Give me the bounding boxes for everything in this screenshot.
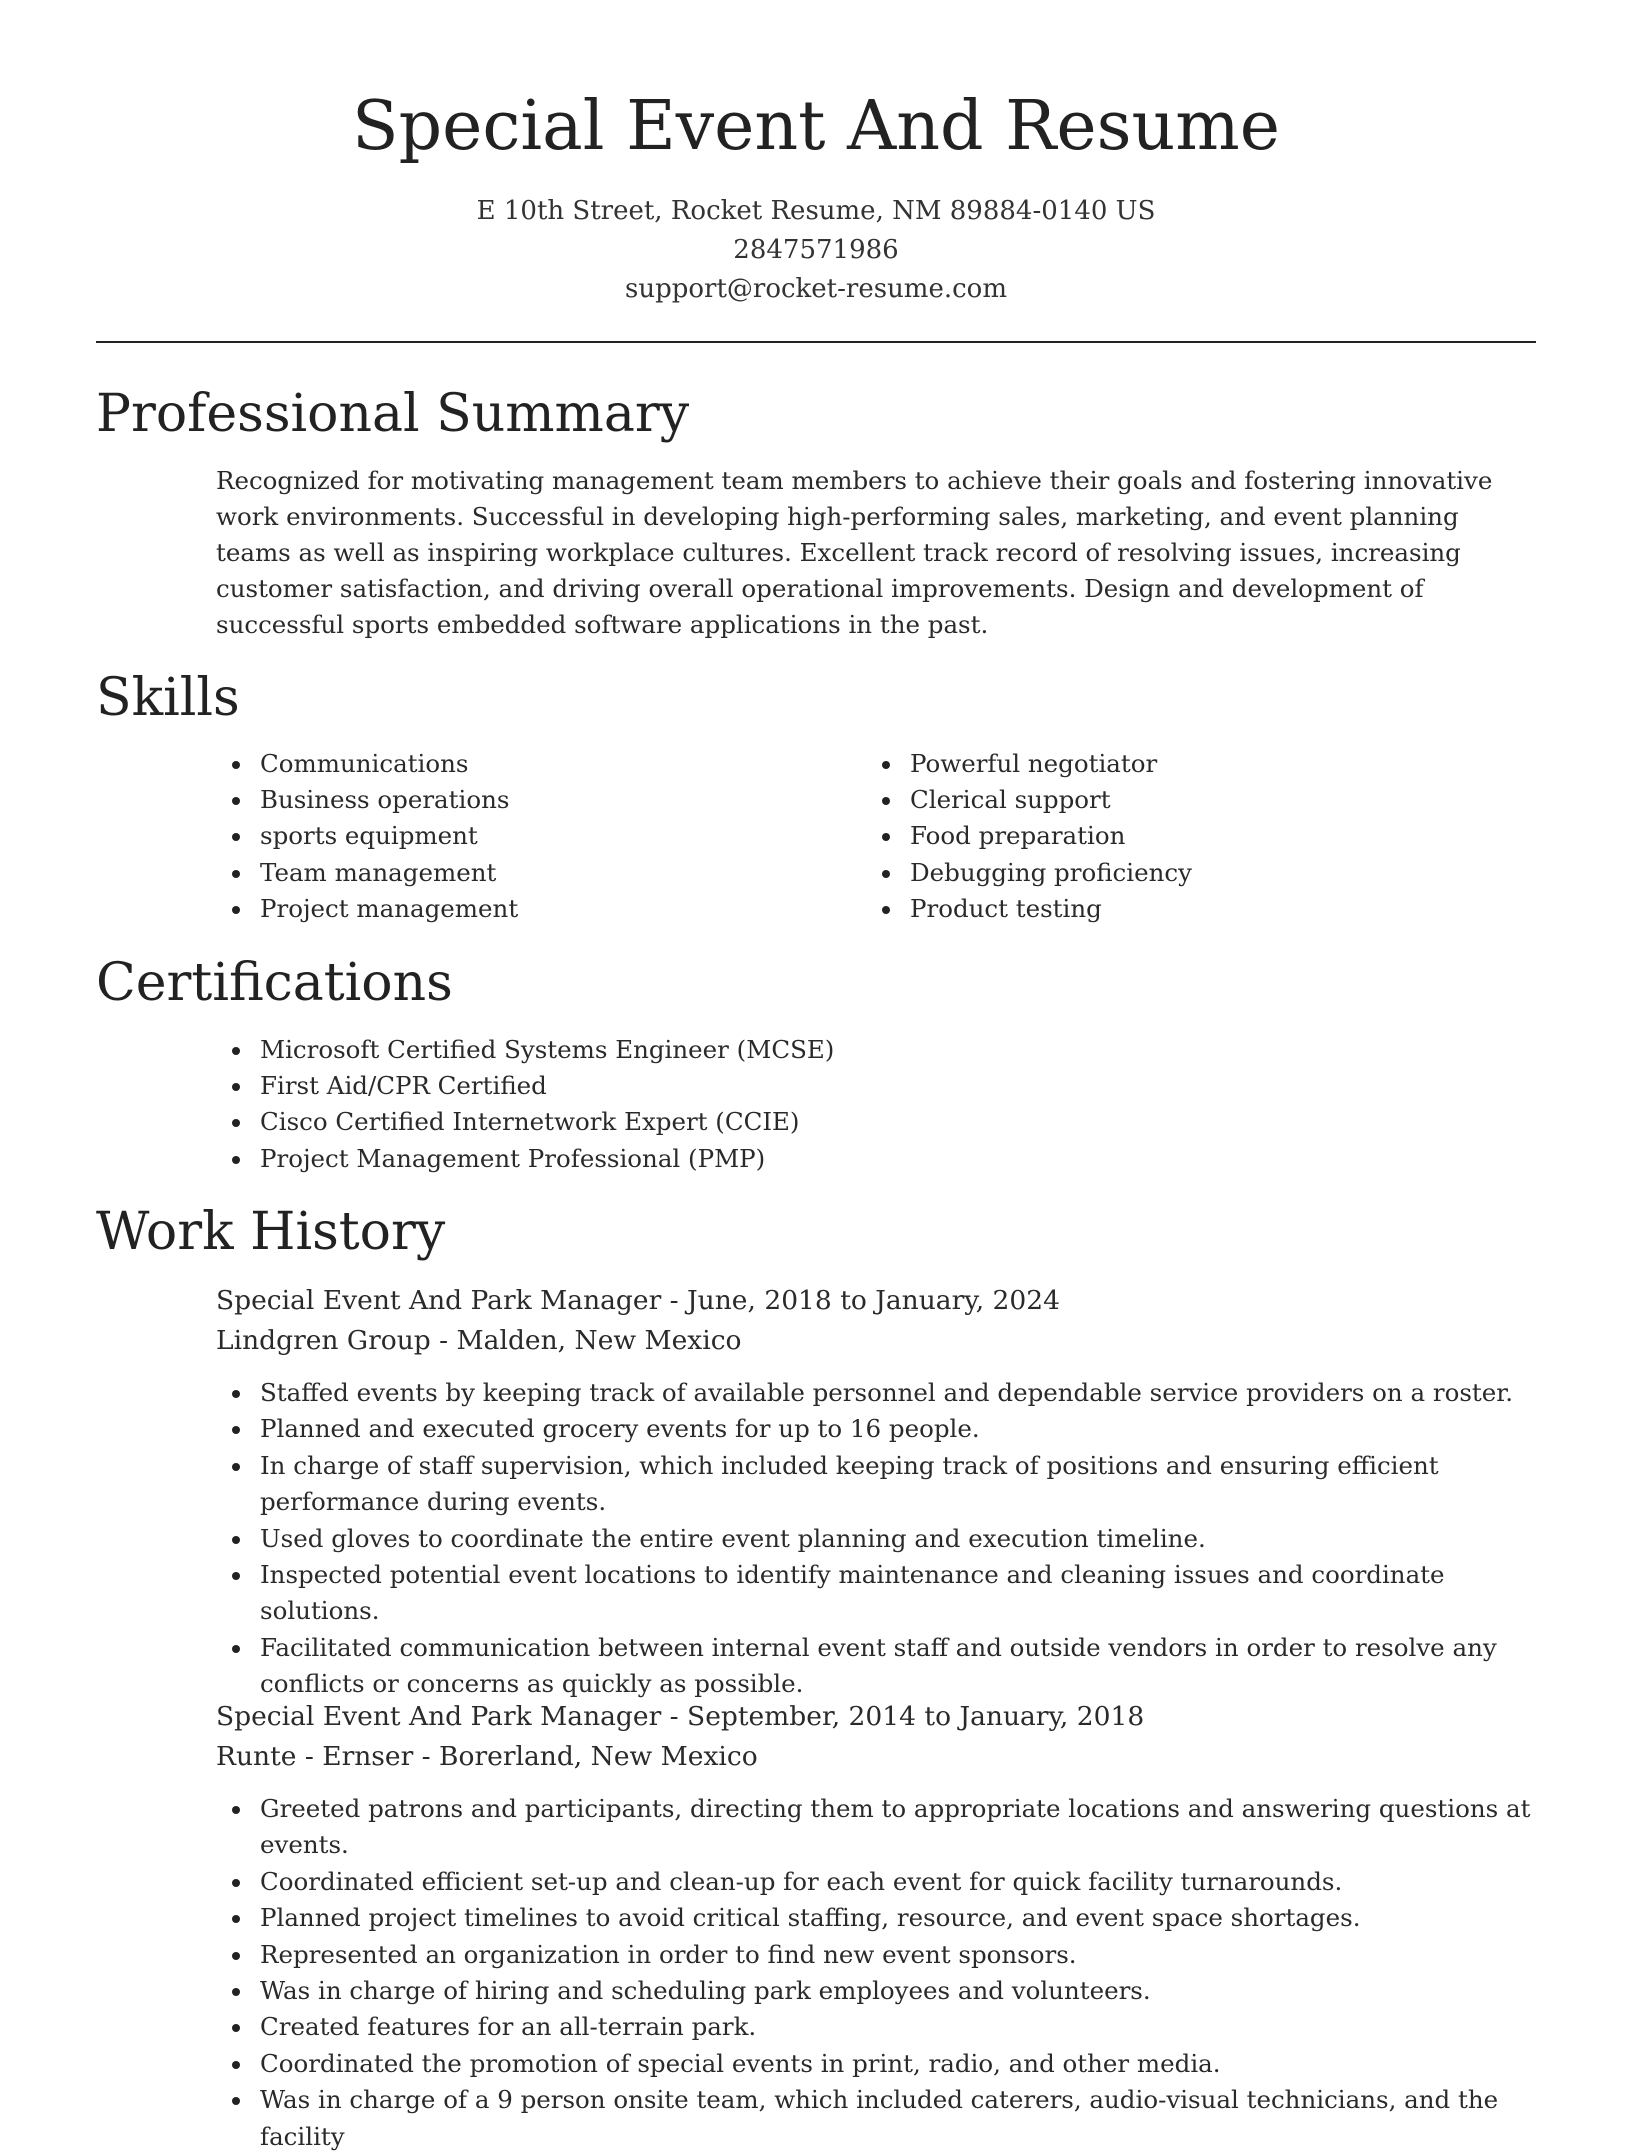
job-bullet: Greeted patrons and participants, directing them to appropriate locations and answering questions at events. — [216, 1791, 1536, 1864]
job-bullet: In charge of staff supervision, which included keeping track of positions and ensuring efficient performance during events. — [216, 1448, 1536, 1521]
certification-item: Microsoft Certified Systems Engineer (MCSE) — [216, 1032, 1516, 1068]
job-bullet: Was in charge of hiring and scheduling park employees and volunteers. — [216, 1973, 1536, 2009]
section-title-skills: Skills — [96, 668, 240, 728]
job-bullet: Created features for an all-terrain park. — [216, 2009, 1536, 2045]
section-title-summary: Professional Summary — [96, 384, 690, 444]
skill-item: Debugging proficiency — [866, 855, 1466, 891]
job-bullet: Facilitated communication between internal event staff and outside vendors in order to resolve any conflicts or concerns as quickly as possible. — [216, 1630, 1536, 1703]
header-divider — [96, 341, 1536, 343]
job-heading: Special Event And Park Manager - September, 2014 to January, 2018 — [216, 1701, 1145, 1732]
skill-item: Clerical support — [866, 782, 1466, 818]
job-bullet: Coordinated efficient set-up and clean-up for each event for quick facility turnarounds. — [216, 1864, 1536, 1900]
skill-item: Project management — [216, 891, 816, 927]
job-employer: Runte - Ernser - Borerland, New Mexico — [216, 1741, 758, 1772]
job-bullet: Represented an organization in order to find new event sponsors. — [216, 1937, 1536, 1973]
summary-text: Recognized for motivating management team members to achieve their goals and fostering innovative work environments. Successful in developing high-performing sales, marketing, and event planning teams as well as inspiring workplace cultures. Excellent track record of resolving issues, increasing customer satisfaction, and driving overall operational improvements. Design and development of successful sports embedded software applications in the past. — [216, 466, 1493, 639]
section-title-work-history: Work History — [96, 1202, 446, 1262]
skill-item: Powerful negotiator — [866, 746, 1466, 782]
job-bullet: Used gloves to coordinate the entire event planning and execution timeline. — [216, 1521, 1536, 1557]
contact-phone: 2847571986 — [733, 235, 899, 265]
skill-item: sports equipment — [216, 818, 816, 854]
certification-item: Cisco Certified Internetwork Expert (CCIE) — [216, 1104, 1516, 1140]
job-entry — [216, 1697, 1536, 2155]
skill-item: Communications — [216, 746, 816, 782]
job-bullet: Coordinated the promotion of special events in print, radio, and other media. — [216, 2046, 1536, 2082]
resume-name: Special Event And Resume — [351, 87, 1281, 166]
skill-item: Food preparation — [866, 818, 1466, 854]
job-bullet: Planned and executed grocery events for up to 16 people. — [216, 1411, 1536, 1447]
certification-item: Project Management Professional (PMP) — [216, 1141, 1516, 1177]
skills-list-left — [216, 746, 816, 927]
certification-item: First Aid/CPR Certified — [216, 1068, 1516, 1104]
job-heading: Special Event And Park Manager - June, 2018 to January, 2024 — [216, 1285, 1060, 1316]
skill-item: Team management — [216, 855, 816, 891]
skill-item: Product testing — [866, 891, 1466, 927]
skills-list-right — [866, 746, 1466, 927]
contact-address: E 10th Street, Rocket Resume, NM 89884-0140 US — [476, 196, 1156, 226]
certifications-list — [216, 1032, 1516, 1177]
job-bullet: Inspected potential event locations to identify maintenance and cleaning issues and coordinate solutions. — [216, 1557, 1536, 1630]
job-entry — [216, 1281, 1536, 1703]
job-bullets — [216, 1375, 1536, 1703]
job-bullets — [216, 1791, 1536, 2155]
job-bullet: Staffed events by keeping track of available personnel and dependable service providers on a roster. — [216, 1375, 1536, 1411]
job-bullet: Was in charge of a 9 person onsite team, which included caterers, audio-visual technicians, and the facility — [216, 2082, 1536, 2155]
contact-block — [0, 192, 1632, 309]
job-employer: Lindgren Group - Malden, New Mexico — [216, 1325, 742, 1356]
contact-email: support@rocket-resume.com — [624, 274, 1007, 304]
job-bullet: Planned project timelines to avoid critical staffing, resource, and event space shortages. — [216, 1900, 1536, 1936]
section-title-certifications: Certifications — [96, 953, 453, 1013]
skill-item: Business operations — [216, 782, 816, 818]
